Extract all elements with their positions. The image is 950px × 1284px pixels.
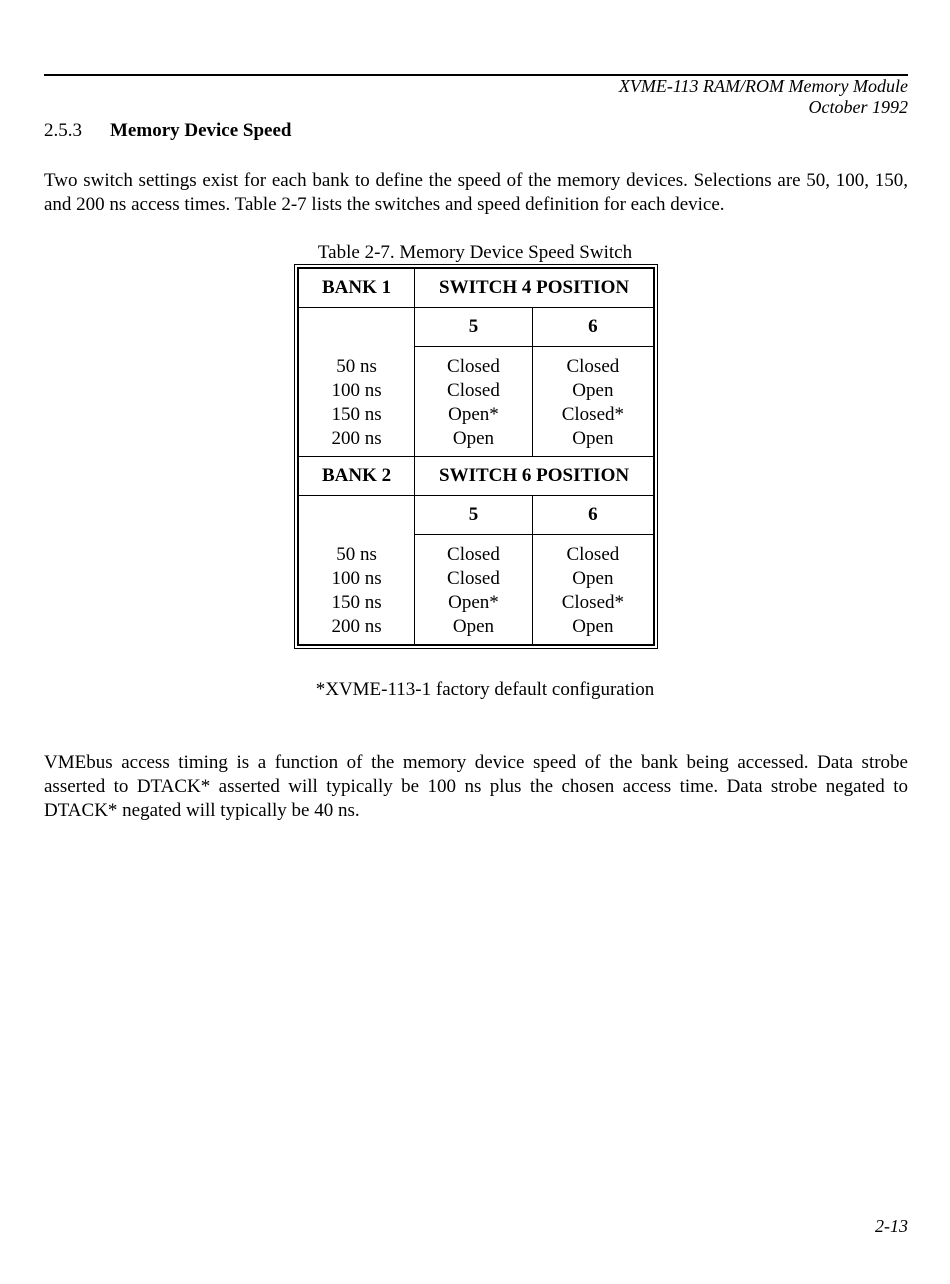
bank-label: BANK 1: [298, 268, 415, 308]
section-title: Memory Device Speed: [110, 120, 292, 141]
switch-label: SWITCH 6 POSITION: [415, 457, 654, 496]
switch-state: Closed*: [561, 404, 625, 425]
data-row: [298, 535, 654, 646]
switch-state: Open: [572, 616, 614, 637]
switch-state: Open*: [448, 592, 499, 613]
table-footnote: *XVME-113-1 factory default configuration: [315, 679, 655, 700]
switch-state: Closed: [566, 356, 620, 377]
switch-state: Closed: [447, 380, 500, 401]
switch-state: Open: [452, 428, 495, 449]
speed-value: 150 ns: [331, 591, 382, 613]
table-caption: [0, 241, 950, 265]
position-5-cell: [415, 347, 533, 457]
page-number: 2-13: [875, 1216, 908, 1236]
bank-header-row: [298, 268, 654, 308]
section-heading: [44, 119, 292, 143]
data-row: [298, 347, 654, 457]
speed-switch-table-frame: [294, 264, 658, 649]
speed-value: 200 ns: [331, 427, 382, 449]
intro-paragraph: Two switch settings exist for each bank to define the speed of the memory devices. Selections are 50, 100, 150, and 200 ns access times. Table 2-7 lists the switches and speed definition for each device.: [44, 170, 908, 215]
speed-value: 50 ns: [336, 355, 377, 377]
switch-state: Open*: [448, 404, 499, 425]
position-5-cell: [415, 535, 533, 646]
speed-value: 50 ns: [336, 543, 377, 565]
speed-value: 150 ns: [331, 403, 382, 425]
switch-state: Closed: [447, 568, 500, 589]
position-6-cell: [532, 347, 654, 457]
document-date: October 1992: [808, 97, 908, 117]
position-header: 6: [532, 308, 654, 347]
page-header: [619, 76, 908, 118]
switch-state: Closed*: [561, 592, 625, 613]
switch-state: Open: [452, 616, 495, 637]
section-number: 2.5.3: [44, 120, 82, 141]
table-caption-text: Table 2-7. Memory Device Speed Switch: [317, 242, 633, 263]
position-header: 5: [415, 496, 533, 535]
position-header: 5: [415, 308, 533, 347]
switch-state: Closed: [566, 544, 620, 565]
position-header-row: [298, 496, 654, 535]
speed-cell: [298, 535, 415, 646]
speed-cell: [298, 347, 415, 457]
speed-value: 100 ns: [331, 567, 382, 589]
empty-cell: [298, 496, 415, 535]
position-header-row: [298, 308, 654, 347]
timing-paragraph: VMEbus access timing is a function of the memory device speed of the bank being accessed. Data strobe asserted to DTACK* asserted will typically be 100 ns plus the chosen access time. Data strobe negated to DTACK* negated will typically be 40 ns.: [44, 752, 908, 821]
speed-value: 200 ns: [331, 615, 382, 637]
switch-label: SWITCH 4 POSITION: [415, 268, 654, 308]
bank-header-row: [298, 457, 654, 496]
speed-switch-table: [297, 267, 655, 646]
switch-state: Open: [572, 428, 614, 449]
empty-cell: [298, 308, 415, 347]
switch-state: Closed: [447, 544, 500, 565]
position-6-cell: [532, 535, 654, 646]
document-title: XVME-113 RAM/ROM Memory Module: [618, 76, 908, 96]
switch-state: Closed: [447, 356, 500, 377]
bank-label: BANK 2: [298, 457, 415, 496]
switch-state: Open: [572, 568, 614, 589]
switch-state: Open: [572, 380, 614, 401]
speed-value: 100 ns: [331, 379, 382, 401]
position-header: 6: [532, 496, 654, 535]
